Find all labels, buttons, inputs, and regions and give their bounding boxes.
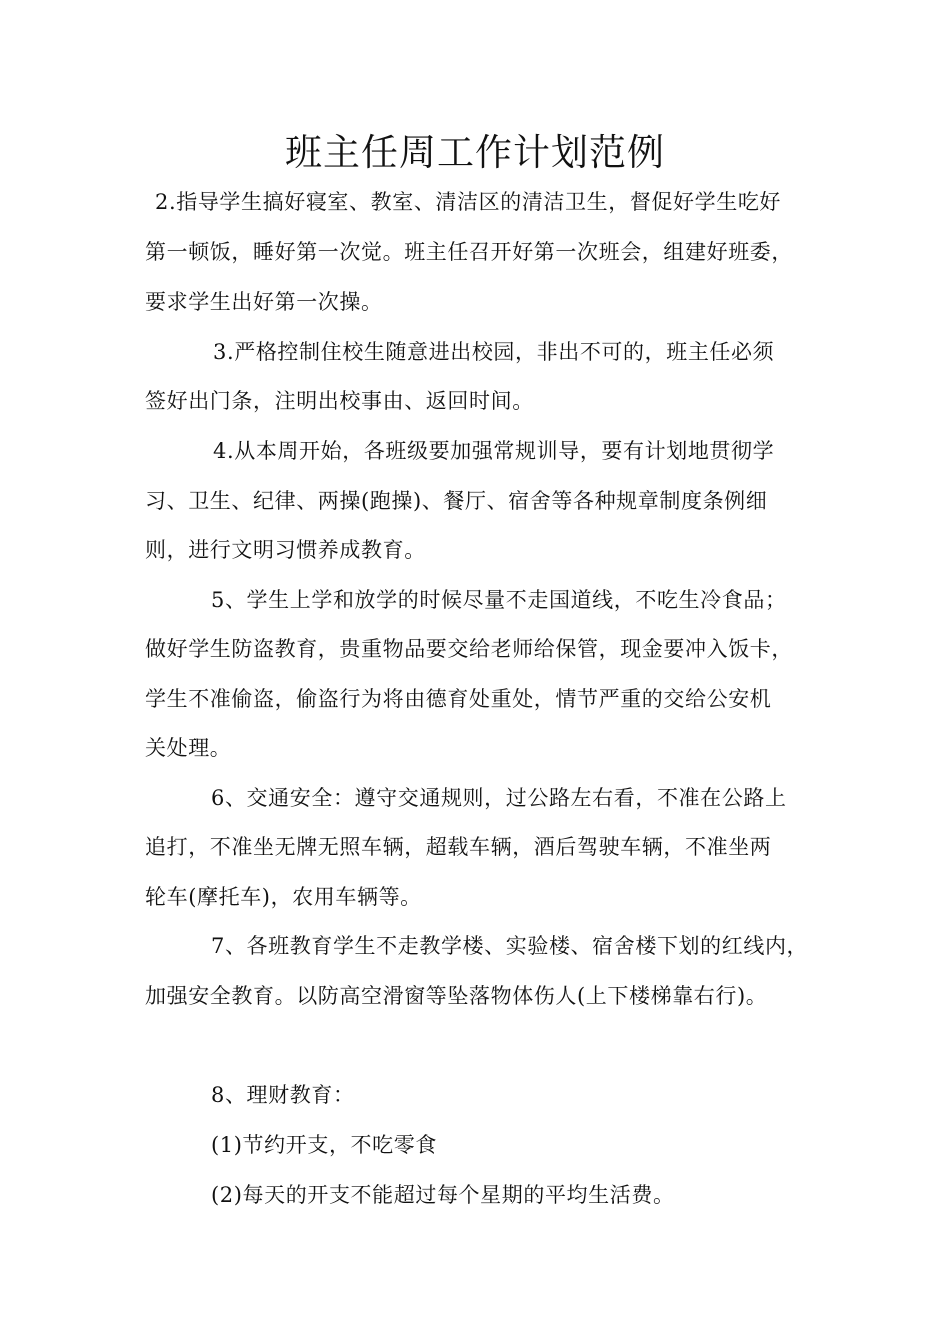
list-item: (1)节约开支，不吃零食	[211, 1133, 437, 1157]
paragraph-line: 关处理。	[145, 736, 232, 760]
paragraph-line: 学生不准偷盗，偷盗行为将由德育处重处，情节严重的交给公安机	[145, 687, 772, 711]
paragraph-line: 6、交通安全：遵守交通规则，过公路左右看，不准在公路上	[211, 786, 787, 810]
paragraph-line: 做好学生防盗教育，贵重物品要交给老师给保管，现金要冲入饭卡，	[145, 637, 793, 661]
list-item: (2)每天的开支不能超过每个星期的平均生活费。	[211, 1183, 675, 1207]
paragraph-line: 签好出门条，注明出校事由、返回时间。	[145, 389, 534, 413]
paragraph-line: 要求学生出好第一次操。	[145, 290, 383, 314]
paragraph-line: 则，进行文明习惯养成教育。	[145, 538, 426, 562]
paragraph-line: 轮车(摩托车)，农用车辆等。	[145, 885, 422, 909]
paragraph-line: 习、卫生、纪律、两操(跑操)、餐厅、宿舍等各种规章制度条例细	[145, 489, 768, 513]
paragraph-line: 4.从本周开始，各班级要加强常规训导，要有计划地贯彻学	[213, 439, 775, 463]
paragraph-line: 第一顿饭，睡好第一次觉。班主任召开好第一次班会，组建好班委，	[145, 240, 793, 264]
paragraph-line: 7、各班教育学生不走教学楼、实验楼、宿舍楼下划的红线内，	[211, 934, 809, 958]
paragraph-line: 5、学生上学和放学的时候尽量不走国道线，不吃生冷食品；	[211, 588, 787, 612]
paragraph-line: 3.严格控制住校生随意进出校园，非出不可的，班主任必须	[213, 340, 775, 364]
paragraph-line: 追打，不准坐无牌无照车辆，超载车辆，酒后驾驶车辆，不准坐两	[145, 835, 772, 859]
paragraph-line: 2.指导学生搞好寝室、教室、清洁区的清洁卫生，督促好学生吃好	[155, 190, 782, 214]
paragraph-line: 加强安全教育。以防高空滑窗等坠落物体伤人(上下楼梯靠右行)。	[145, 984, 768, 1008]
paragraph-line: 8、理财教育：	[211, 1083, 355, 1107]
document-title: 班主任周工作计划范例	[285, 131, 665, 174]
